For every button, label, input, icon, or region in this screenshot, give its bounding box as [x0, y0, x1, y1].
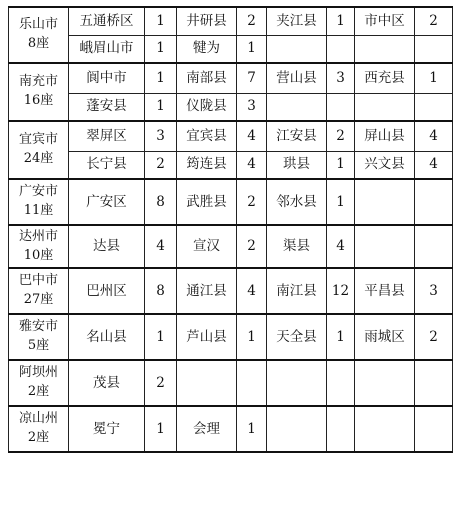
- county-cell: 平昌县: [355, 268, 415, 314]
- city-seats: 8座: [27, 36, 50, 51]
- county-cell: 天全县: [267, 314, 327, 360]
- county-cell: 宣汉: [177, 225, 237, 268]
- county-cell: 井研县: [177, 7, 237, 35]
- county-cell: [355, 406, 415, 452]
- city-name: 阿坝州: [18, 365, 58, 381]
- seat-count-cell: 1: [145, 7, 177, 35]
- county-cell: 冕宁: [69, 406, 145, 452]
- city-name: 乐山市: [18, 17, 58, 33]
- county-cell: 仪陇县: [177, 93, 237, 121]
- seat-count-cell: 1: [237, 314, 267, 360]
- seat-allocation-table: [8, 6, 453, 453]
- county-cell: 珙县: [267, 151, 327, 179]
- table-row: [9, 314, 453, 360]
- county-cell: 五通桥区: [69, 7, 145, 35]
- seat-count-cell: 4: [415, 121, 453, 151]
- seat-count-cell: 1: [145, 93, 177, 121]
- seat-count-cell: [237, 360, 267, 406]
- county-cell: 巴州区: [69, 268, 145, 314]
- county-cell: 峨眉山市: [69, 35, 145, 63]
- table-row: [9, 225, 453, 268]
- seat-count-cell: 2: [145, 151, 177, 179]
- seat-count-cell: [415, 179, 453, 225]
- seat-count-cell: [415, 360, 453, 406]
- county-cell: 屏山县: [355, 121, 415, 151]
- city-cell: [9, 121, 69, 179]
- county-cell: 宜宾县: [177, 121, 237, 151]
- table-row: [9, 360, 453, 406]
- seat-count-cell: 1: [145, 314, 177, 360]
- seat-count-cell: 1: [145, 35, 177, 63]
- city-cell: [9, 225, 69, 268]
- seat-count-cell: 2: [145, 360, 177, 406]
- county-cell: 雨城区: [355, 314, 415, 360]
- county-cell: 渠县: [267, 225, 327, 268]
- table-row: [9, 35, 453, 63]
- county-cell: 筠连县: [177, 151, 237, 179]
- table-row: [9, 179, 453, 225]
- city-cell: [9, 268, 69, 314]
- city-name: 南充市: [18, 74, 58, 90]
- city-seats: 24座: [23, 151, 54, 166]
- seat-count-cell: 1: [327, 7, 355, 35]
- city-seats: 2座: [27, 384, 50, 399]
- county-cell: 名山县: [69, 314, 145, 360]
- city-seats: 2座: [27, 430, 50, 445]
- seat-count-cell: 1: [237, 35, 267, 63]
- seat-count-cell: 2: [237, 7, 267, 35]
- county-cell: [267, 35, 327, 63]
- county-cell: 芦山县: [177, 314, 237, 360]
- city-name: 凉山州: [18, 411, 58, 427]
- seat-count-cell: 4: [237, 268, 267, 314]
- county-cell: [355, 35, 415, 63]
- county-cell: 邻水县: [267, 179, 327, 225]
- county-cell: 武胜县: [177, 179, 237, 225]
- county-cell: [267, 406, 327, 452]
- seat-count-cell: 7: [237, 63, 267, 93]
- county-cell: [355, 225, 415, 268]
- city-cell: [9, 63, 69, 121]
- city-cell: [9, 179, 69, 225]
- seat-count-cell: 3: [415, 268, 453, 314]
- county-cell: 长宁县: [69, 151, 145, 179]
- seat-count-cell: 1: [327, 314, 355, 360]
- seat-count-cell: 8: [145, 179, 177, 225]
- county-cell: 阆中市: [69, 63, 145, 93]
- county-cell: [355, 179, 415, 225]
- city-name: 达州市: [18, 228, 58, 244]
- table-row: [9, 151, 453, 179]
- county-cell: [267, 93, 327, 121]
- county-cell: 兴文县: [355, 151, 415, 179]
- county-cell: 通江县: [177, 268, 237, 314]
- seat-count-cell: 1: [327, 151, 355, 179]
- seat-count-cell: [327, 406, 355, 452]
- seat-count-cell: 1: [327, 179, 355, 225]
- seat-count-cell: 1: [237, 406, 267, 452]
- county-cell: 翠屏区: [69, 121, 145, 151]
- seat-count-cell: 1: [145, 63, 177, 93]
- county-cell: 会理: [177, 406, 237, 452]
- table-row: [9, 121, 453, 151]
- county-cell: [355, 93, 415, 121]
- city-cell: [9, 406, 69, 452]
- seat-count-cell: 4: [237, 151, 267, 179]
- county-cell: 市中区: [355, 7, 415, 35]
- seat-count-cell: 1: [145, 406, 177, 452]
- city-cell: [9, 360, 69, 406]
- seat-count-cell: [415, 93, 453, 121]
- seat-count-cell: 4: [145, 225, 177, 268]
- county-cell: [267, 360, 327, 406]
- seat-count-cell: [415, 406, 453, 452]
- seat-count-cell: 2: [237, 179, 267, 225]
- city-seats: 10座: [23, 247, 54, 263]
- county-cell: 犍为: [177, 35, 237, 63]
- city-cell: [9, 7, 69, 63]
- seat-count-cell: 3: [327, 63, 355, 93]
- seat-count-cell: 4: [327, 225, 355, 268]
- city-name: 巴中市: [18, 273, 58, 289]
- seat-count-cell: 2: [327, 121, 355, 151]
- seat-count-cell: 2: [415, 7, 453, 35]
- table-row: [9, 268, 453, 314]
- seat-count-cell: 12: [327, 268, 355, 314]
- county-cell: 茂县: [69, 360, 145, 406]
- city-name: 广安市: [18, 184, 58, 200]
- table-row: [9, 93, 453, 121]
- city-seats: 5座: [27, 338, 50, 353]
- county-cell: 南江县: [267, 268, 327, 314]
- table-body: [9, 7, 453, 452]
- city-name: 雅安市: [18, 319, 58, 335]
- county-cell: 西充县: [355, 63, 415, 93]
- county-cell: 达县: [69, 225, 145, 268]
- county-cell: [355, 360, 415, 406]
- seat-count-cell: [327, 35, 355, 63]
- table-row: [9, 406, 453, 452]
- seat-count-cell: 4: [415, 151, 453, 179]
- seat-count-cell: 3: [145, 121, 177, 151]
- city-name: 宜宾市: [18, 132, 58, 148]
- seat-count-cell: [327, 93, 355, 121]
- county-cell: 江安县: [267, 121, 327, 151]
- city-cell: [9, 314, 69, 360]
- seat-count-cell: 4: [237, 121, 267, 151]
- city-seats: 11座: [23, 203, 54, 218]
- table-row: [9, 63, 453, 93]
- county-cell: 广安区: [69, 179, 145, 225]
- city-seats: 16座: [23, 93, 54, 108]
- seat-count-cell: [415, 225, 453, 268]
- table-row: [9, 7, 453, 35]
- seat-count-cell: [327, 360, 355, 406]
- seat-count-cell: 3: [237, 93, 267, 121]
- county-cell: 南部县: [177, 63, 237, 93]
- county-cell: 蓬安县: [69, 93, 145, 121]
- city-seats: 27座: [23, 292, 54, 307]
- seat-count-cell: 2: [237, 225, 267, 268]
- county-cell: 营山县: [267, 63, 327, 93]
- seat-count-cell: [415, 35, 453, 63]
- county-cell: 夹江县: [267, 7, 327, 35]
- county-cell: [177, 360, 237, 406]
- seat-count-cell: 1: [415, 63, 453, 93]
- seat-count-cell: 8: [145, 268, 177, 314]
- seat-count-cell: 2: [415, 314, 453, 360]
